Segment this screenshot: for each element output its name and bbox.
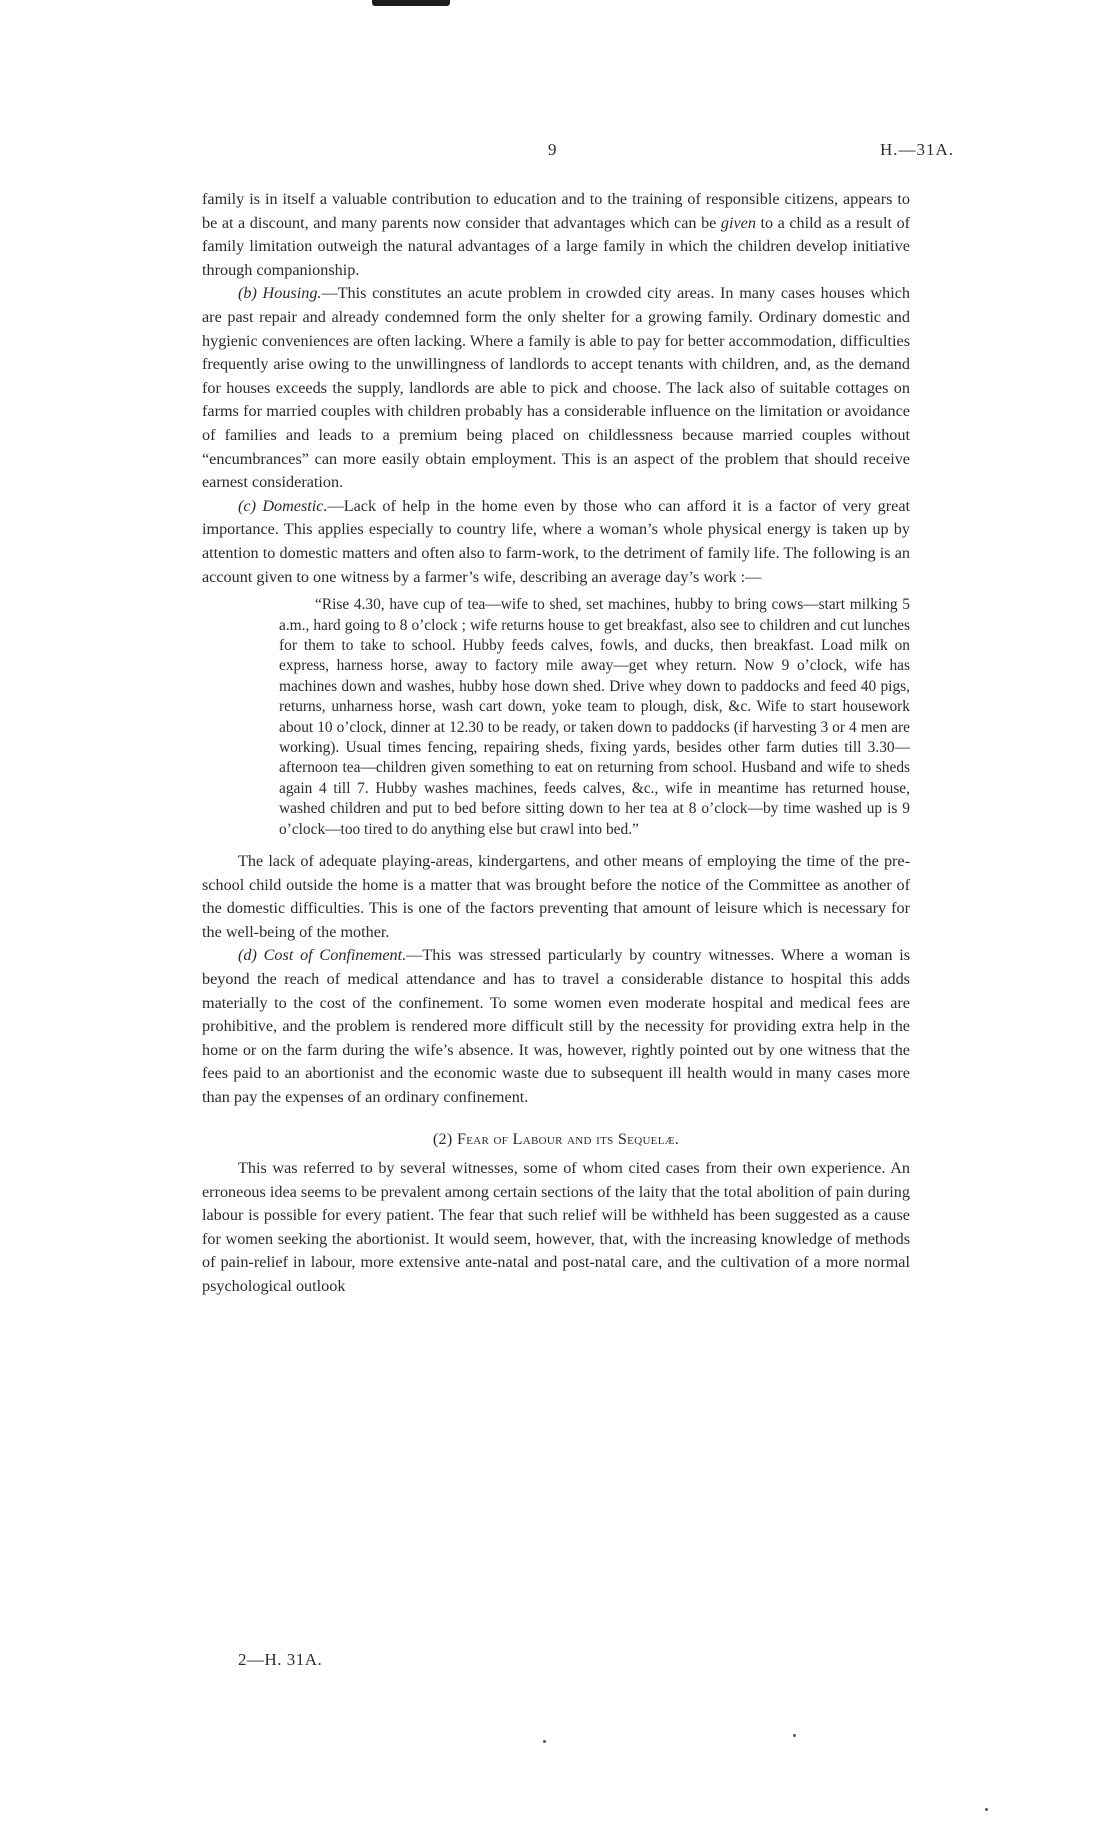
paragraph-continuation: [202, 188, 910, 282]
section-heading-fear-of-labour: (2) Fear of Labour and its Sequelæ.: [432, 1129, 680, 1148]
paragraph-fear-of-labour: This was referred to by several witnesses, some of whom cited cases from their own experience. An erroneous idea seems to be prevalent among certain sections of the laity that the total abolition of pain during labour is possible for every patient. The fear that such relief will be withheld has been suggested as a cause for women seeking the abortionist. It would seem, however, that, with the increasing knowledge of methods of pain-relief in labour, more extensive ante-natal and post-natal care, and the cultivation of a more normal psychological outlook: [202, 1159, 910, 1296]
signature-mark: 2—H. 31A.: [238, 1650, 323, 1669]
paragraph-text: —This constitutes an acute problem in crowded city areas. In many cases houses which are past repair and already condemned form the only shelter for a growing family. Ordinary domestic and hygienic conveniences are often lacking. Where a family is able to pay for better accommodation, difficulties frequently arise owing to the unwillingness of landlords to accept tenants with children, and, as the demand for houses exceeds the supply, landlords are able to pick and choose. The lack also of suitable cottages on farms for married couples with children probably has a considerable influence on the limitation or avoidance of families and leads to a premium being placed on childlessness because married couples without “encumbrances” can more easily obtain employment. This is an aspect of the problem that should receive earnest consideration.: [202, 284, 910, 492]
scan-speck: [985, 1808, 988, 1811]
block-quote-farmers-wife: “Rise 4.30, have cup of tea—wife to shed, set machines, hubby to bring cows—start milking 5 a.m., hard going to 8 o’clock ; wife returns house to get breakfast, also see to children and cut lunches for them to take to school. Hubby feeds calves, fowls, and ducks, then breakfast. Load milk on express, harness horse, away to factory mile away—get whey return. Now 9 o’clock, wife has machines down and washes, hubby hose down shed. Drive whey down to paddocks and feed 40 pigs, returns, unharness horse, wash cart down, yoke team to plough, disk, &c. Wife to start housework about 10 o’clock, dinner at 12.30 to be ready, or taken down to paddocks (if harvesting 3 or 4 men are working). Usual times fencing, repairing sheds, fixing yards, besides other farm duties till 3.30—afternoon tea—children given something to eat on returning from school. Husband and wife to sheds again 4 till 7. Hubby washes machines, feeds calves, &c., wife in meantime has returned house, washed children and put to bed before sitting down to her tea at 8 o’clock—by time washed up is 9 o’clock—too tired to do anything else but crawl into bed.”: [279, 596, 910, 838]
page-number: 9: [548, 140, 557, 159]
paragraph-text: family is in itself a valuable contribution to education and to the training of responsible citizens, appears to be at a discount, and many parents now consider that advantages which can be: [202, 190, 910, 232]
scan-speck: [793, 1734, 796, 1737]
document-reference: H.—31A.: [880, 140, 955, 159]
paragraph-text: —Lack of help in the home even by those who can afford it is a factor of very great importance. This applies especially to country life, where a woman’s whole physical energy is taken up by attention to domestic matters and often also to farm-work, to the detriment of family life. The following is an account given to one witness by a farmer’s wife, describing an average day’s work :—: [202, 496, 911, 586]
section-label-housing: (b) Housing.: [238, 284, 322, 303]
section-label-cost-of-confinement: (d) Cost of Confinement.: [238, 946, 407, 965]
scan-speck: [543, 1740, 546, 1743]
document-body: [202, 188, 910, 1299]
paragraph-text: to a child as a result of family limitation outweigh the natural advantages of a large family in which the children develop initiative through companionship.: [202, 213, 910, 279]
paragraph-playing-areas: The lack of adequate playing-areas, kindergartens, and other means of employing the time of the pre-school child outside the home is a matter that was brought before the notice of the Committee as another of the domestic difficulties. This is one of the factors preventing that amount of leisure which is necessary for the well-being of the mother.: [202, 851, 910, 941]
section-label-domestic: (c) Domestic.: [238, 496, 328, 515]
italic-text: given: [720, 213, 756, 232]
scan-edge-mark: [372, 0, 450, 6]
paragraph-housing: [202, 282, 910, 494]
paragraph-cost-of-confinement: [202, 944, 910, 1109]
paragraph-domestic: [202, 495, 910, 589]
page-header: [0, 140, 1114, 164]
paragraph-text: —This was stressed particularly by country witnesses. Where a woman is beyond the reach of medical attendance and has to travel a considerable distance to hospital this adds materially to the cost of the confinement. To some women even moderate hospital and medical fees are prohibitive, and the problem is rendered more difficult still by the necessity for providing extra help in the home or on the farm during the wife’s absence. It was, however, rightly pointed out by one witness that the fees paid to an abortionist and the economic waste due to subsequent ill health would in many cases more than pay the expenses of an ordinary confinement.: [202, 946, 910, 1106]
